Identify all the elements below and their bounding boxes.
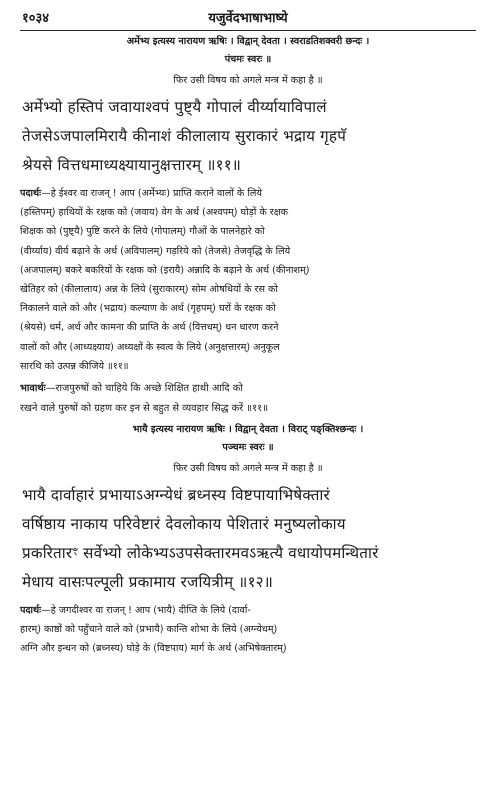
padartha-line: (श्रेयसे) धर्म, अर्थ और कामना की प्राप्ति के अर्थ (वित्तधम्) धन धारण करने	[20, 322, 279, 334]
mantra-text	[22, 481, 474, 597]
padartha-line: (हस्तिपम्) हाथियों के रक्षक को (जवाय) वेग के अर्थ (अश्वपम्) घोड़ों के रक्षक	[20, 207, 288, 219]
padartha-paragraph	[20, 601, 476, 659]
bhavartha-paragraph	[20, 379, 476, 419]
mantra-intro: फिर उसी विषय को अगले मन्त्र में कहा है ॥	[173, 75, 323, 86]
mantra-line: तेजसेऽजपालमिरायै कीनाशं कीलालाय सुराकारं भद्राय गृहपॅ	[22, 127, 347, 145]
mantra-text	[22, 93, 474, 180]
padartha-paragraph	[20, 184, 476, 376]
mantra-attribution: भायै इत्यस्य नारायण ऋषिः । विद्वान् देवता । विराट् पङ्क्तिश्छन्दः ।	[132, 423, 364, 435]
mantra-svara: पञ्चमः स्वरः ॥	[222, 441, 274, 453]
mantra-line: मेधाय वासःपल्पूली प्रकामाय रजयित्रीम् ॥१२॥	[22, 572, 274, 591]
mantra-line: अर्मेभ्यो हस्तिपं जवायाश्वपं पुष्ट्यै गोपालं वीर्य्यायाविपालं	[22, 98, 327, 116]
padartha-label: पदार्थः	[20, 188, 42, 199]
padartha-line: खेतिहर को (कीलालाय) अन्न के लिये (सुराकारम्) सोम ओषधियों के रस को	[20, 284, 278, 296]
mantra-line: वर्षिष्ठाय नाकाय परिवेष्टारं देवलोकाय पेशितारं मनुष्यलोकाय	[22, 514, 346, 533]
bhavartha-label: भावार्थः	[20, 383, 46, 395]
padartha-line: सारथि को उत्पन्न कीजिये ॥११॥	[20, 360, 129, 372]
padartha-line: —हे जगदीश्वर वा राजन् ! आप (भायै) दीप्ति के लिये (दार्वा-	[41, 604, 251, 616]
padartha-line: (अजपालम्) बकरे बकरियों के रक्षक को (इरायै) अन्नादि के बढ़ाने के अर्थ (कीनाशम्)	[20, 264, 310, 276]
page-header	[20, 6, 476, 31]
mantra-line: भायै दार्वाहारं प्रभायाऽअग्न्येधं ब्रध्नस्य विष्टपायाभिषेक्तारं	[22, 485, 330, 504]
mantra-attribution: अर्मेभ्य इत्यस्य नारायण ऋषिः । विद्वान् देवता । स्वराडतिशक्वरी छन्दः ।	[126, 36, 370, 47]
bhavartha-line: —राजपुरुषों को चाहिये कि अच्छे शिक्षित हाथी आदि को	[45, 383, 243, 395]
mantra-svara: पंचमः स्वरः ॥	[224, 54, 272, 65]
mantra-line: श्रेयसे वित्तधमाध्यक्ष्यायानुक्षत्तारम् ॥११॥	[22, 156, 242, 174]
mantra-line: प्रकरितारꣳ सर्वेभ्यो लोकेभ्यऽउपसेक्तारमवऽऋत्यै वधायोपमन्थितारं	[22, 543, 379, 562]
padartha-line: निकालने वाले को और (भद्राय) कल्याण के अर्थ (गृहपम्) घरों के रक्षक को	[20, 303, 276, 315]
padartha-line: —हे ईश्वर वा राजन् ! आप (अर्मेभ्यः) प्राप्ति कराने वालों के लिये	[41, 188, 262, 199]
bhavartha-line: रखने वाले पुरुषों को ग्रहण कर इन से बहुत से व्यवहार सिद्ध करें ॥११॥	[20, 402, 269, 414]
page-number: १०३४	[22, 11, 50, 26]
running-title: यजुर्वेदभाषाभाष्ये	[208, 11, 288, 26]
padartha-line: अग्नि और इन्धन को (ब्रध्नस्य) घोड़े के (विष्टपाय) मार्ग के अर्थ (अभिषेक्तारम्)	[20, 643, 287, 655]
padartha-line: हारम्) काष्ठों को पहुँचाने वाले को (प्रभायै) कान्ति शोभा के लिये (अग्न्येधम्)	[20, 623, 278, 635]
padartha-label: पदार्थः	[20, 604, 42, 616]
mantra-intro: फिर उसी विषय को अगले मन्त्र में कहा है ॥	[173, 462, 323, 474]
padartha-line: वालों को और (आध्यक्ष्याय) अध्यक्षों के स्वत्व के लिये (अनुक्षत्तारम्) अनुकूल	[20, 341, 280, 353]
padartha-line: शिक्षक को (पुष्ट्यै) पुष्टि करने के लिये (गोपालम्) गौओं के पालनेहारे को	[20, 226, 265, 238]
padartha-line: (वीर्य्याय) वीर्य बढ़ाने के अर्थ (अविपालम्) गड़रिये को (तेजसे) तेजवृद्धि के लिये	[20, 245, 291, 257]
